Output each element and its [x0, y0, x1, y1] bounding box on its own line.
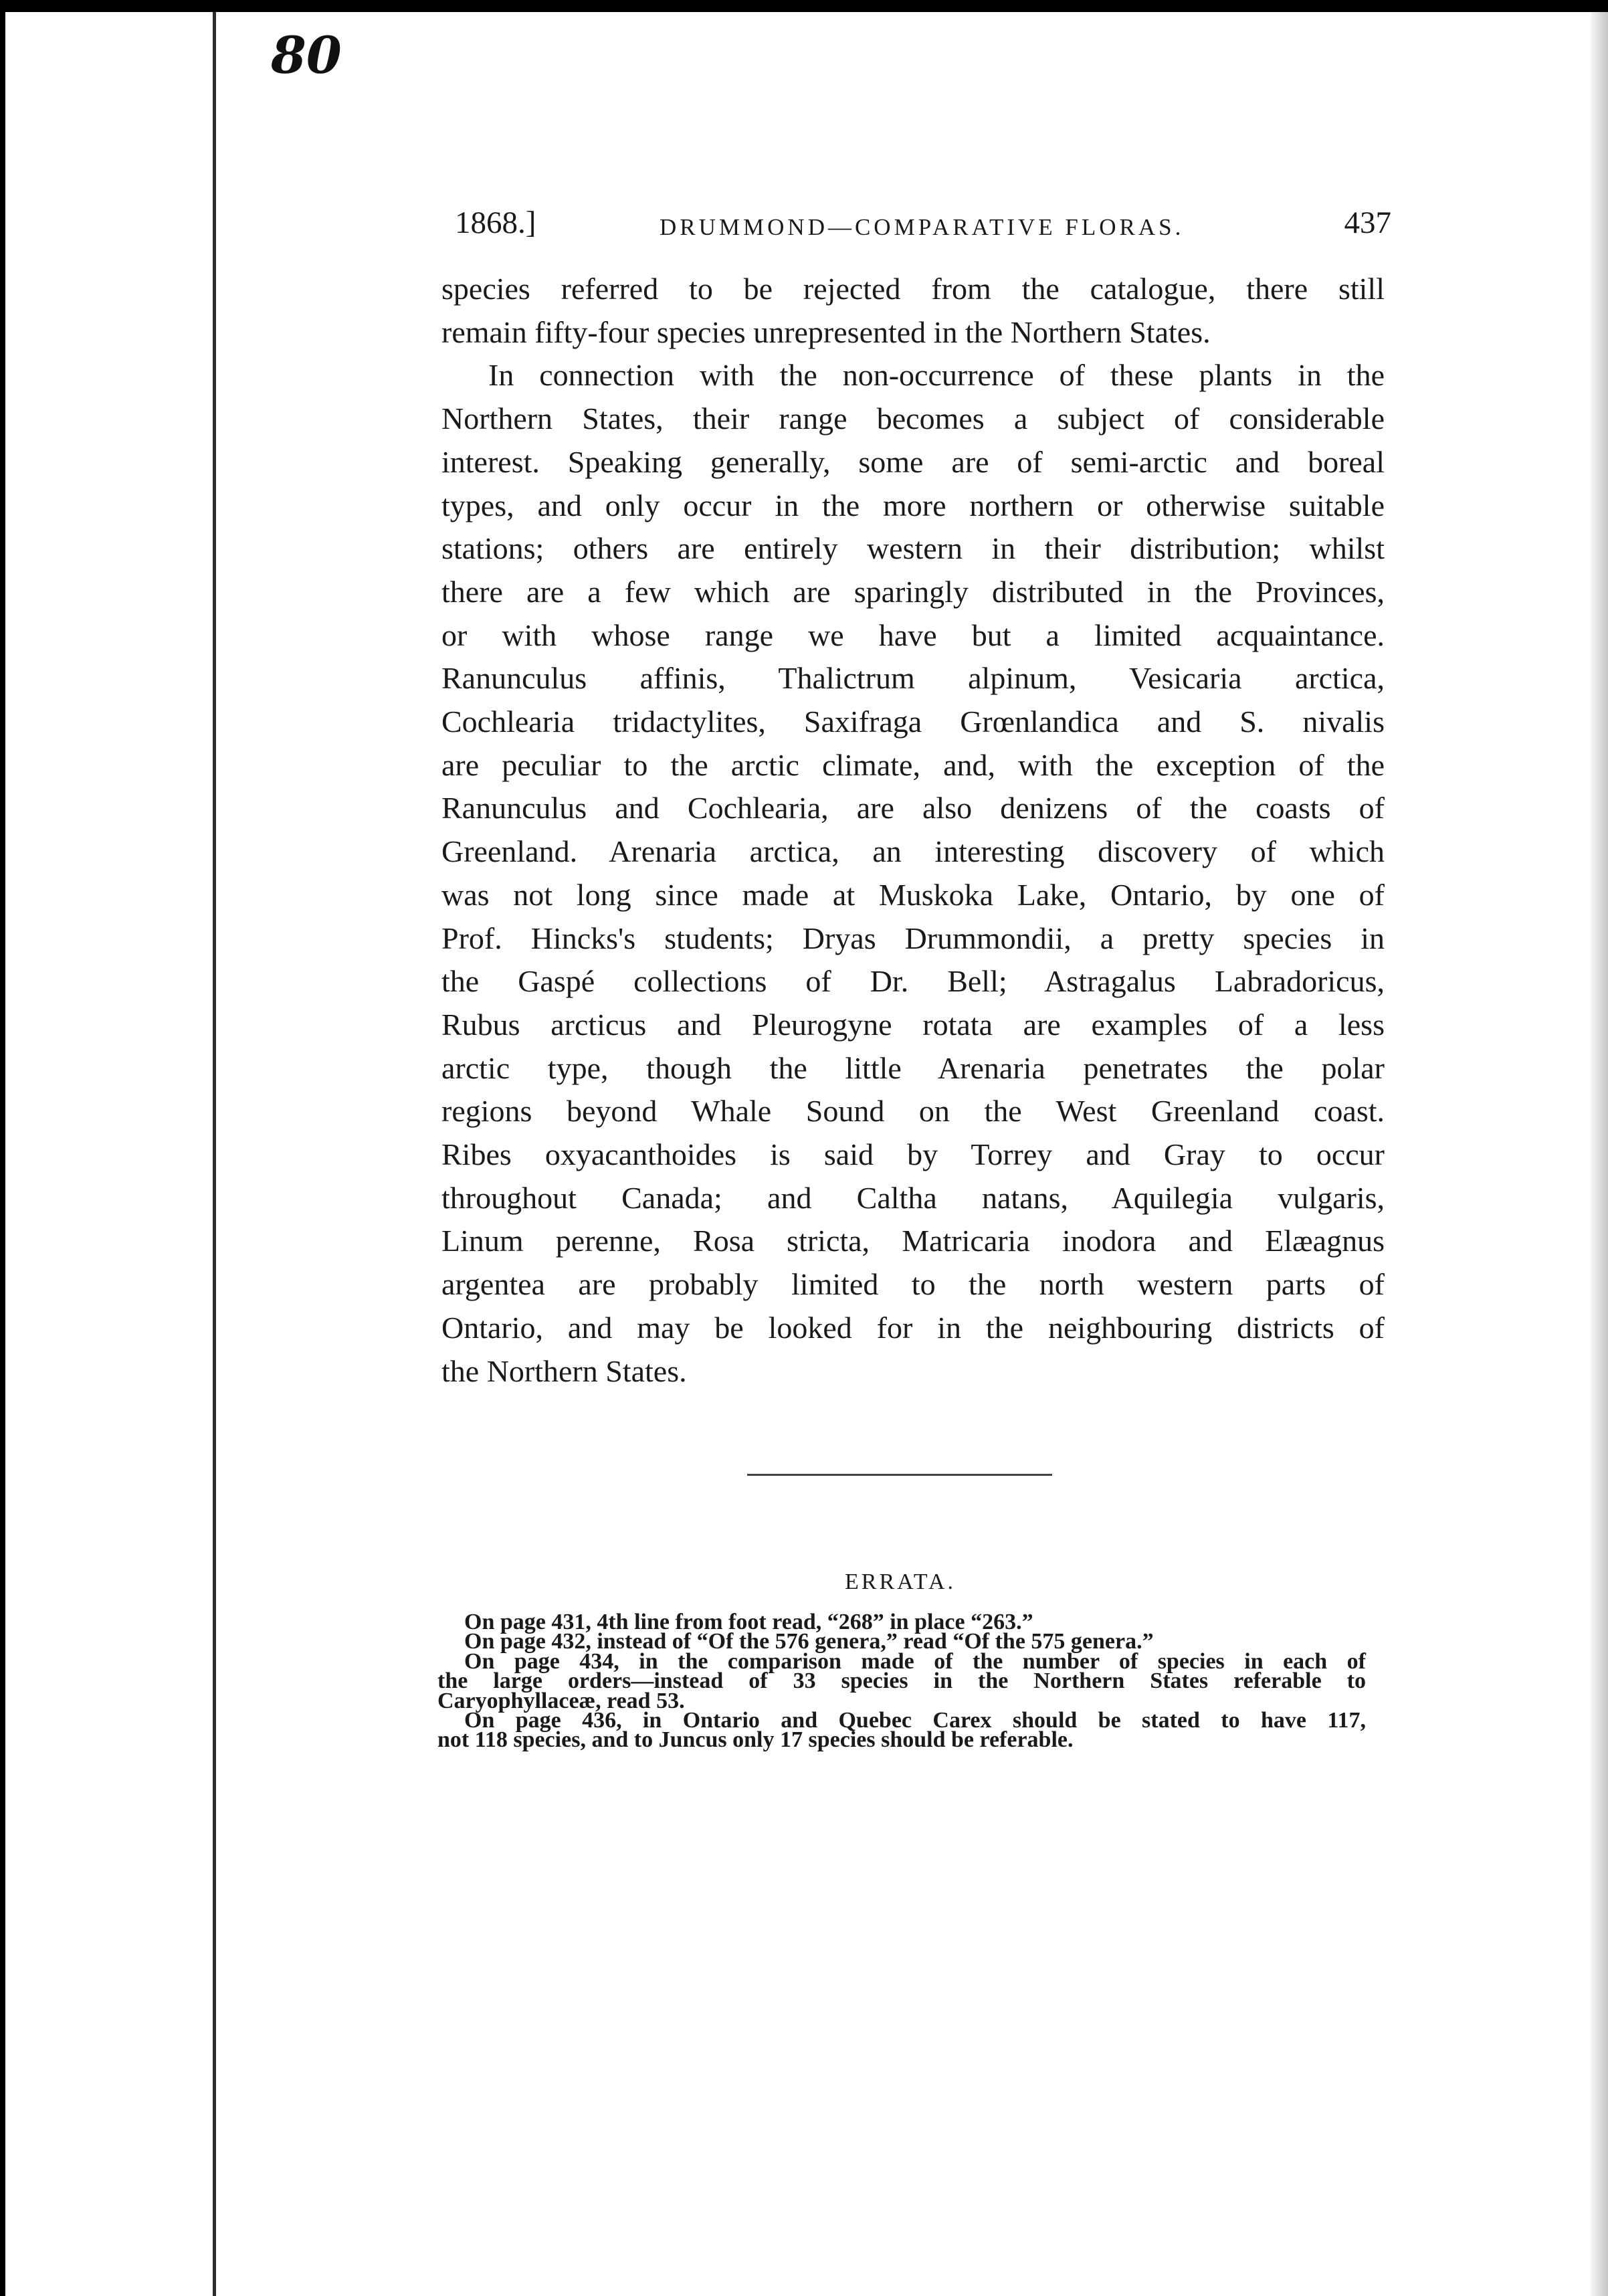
errata-line: On page 431, 4th line from foot read, “268” in place “263.” — [464, 1610, 1033, 1634]
body-line: Ribes oxyacanthoides is said by Torrey and Gray to occur — [441, 1137, 1385, 1172]
scan-left-border — [0, 0, 5, 2296]
body-line: In connection with the non-occurrence of these plants in the — [488, 358, 1385, 393]
handwritten-folio-number: 80 — [271, 25, 342, 85]
body-line: species referred to be rejected from the catalogue, there still — [441, 272, 1385, 306]
errata-list — [437, 1610, 1366, 1753]
body-line: Rubus arcticus and Pleurogyne rotata are examples of a less — [441, 1007, 1385, 1042]
body-line: Cochlearia tridactylites, Saxifraga Grœnlandica and S. nivalis — [441, 704, 1385, 739]
running-head-year: 1868.] — [455, 205, 536, 240]
body-line: throughout Canada; and Caltha natans, Aquilegia vulgaris, — [441, 1180, 1385, 1215]
body-line: Ranunculus and Cochlearia, are also denizens of the coasts of — [441, 791, 1385, 826]
scan-top-border — [0, 0, 1608, 12]
running-head — [455, 205, 1391, 245]
body-line: argentea are probably limited to the north western parts of — [441, 1267, 1385, 1302]
body-line: was not long since made at Muskoka Lake, Ontario, by one of — [441, 877, 1385, 912]
body-line: stations; others are entirely western in their distribution; whilst — [441, 531, 1385, 566]
body-line: types, and only occur in the more northern or otherwise suitable — [441, 488, 1385, 522]
errata-line: On page 434, in the comparison made of the number of species in each of — [464, 1648, 1366, 1674]
binding-gutter-line — [213, 12, 216, 2296]
running-head-title: DRUMMOND—COMPARATIVE FLORAS. — [660, 214, 1185, 240]
errata-line: On page 432, instead of “Of the 576 genera,” read “Of the 575 genera.” — [464, 1629, 1154, 1654]
body-line: Linum perenne, Rosa stricta, Matricaria inodora and Elæagnus — [441, 1224, 1385, 1258]
section-divider — [747, 1474, 1052, 1476]
body-line: remain fifty-four species unrepresented in the Northern States. — [441, 314, 1211, 349]
body-line: there are a few which are sparingly distributed in the Provinces, — [441, 574, 1385, 609]
body-line: or with whose range we have but a limited acquaintance. — [441, 617, 1385, 652]
body-line: the Northern States. — [441, 1353, 687, 1388]
page-edge-shadow — [1591, 12, 1608, 2296]
body-line: interest. Speaking generally, some are of semi-arctic and boreal — [441, 444, 1385, 479]
page-number: 437 — [1344, 205, 1391, 240]
errata-line: the large orders—instead of 33 species in the Northern States referable to — [437, 1668, 1366, 1694]
body-line: are peculiar to the arctic climate, and, with the exception of the — [441, 747, 1385, 782]
body-text — [441, 268, 1385, 1393]
errata-line: Caryophyllaceæ, read 53. — [437, 1688, 685, 1713]
errata-line: not 118 species, and to Juncus only 17 species should be referable. — [437, 1727, 1074, 1753]
errata-heading: ERRATA. — [845, 1569, 957, 1594]
body-line: Prof. Hincks's students; Dryas Drummondii, a pretty species in — [441, 921, 1385, 955]
body-line: the Gaspé collections of Dr. Bell; Astragalus Labradoricus, — [441, 964, 1385, 999]
body-line: regions beyond Whale Sound on the West Greenland coast. — [441, 1094, 1385, 1129]
body-line: arctic type, though the little Arenaria penetrates the polar — [441, 1050, 1385, 1085]
errata-line: On page 436, in Ontario and Quebec Carex should be stated to have 117, — [464, 1708, 1366, 1733]
body-line: Greenland. Arenaria arctica, an interesting discovery of which — [441, 834, 1385, 869]
body-line: Northern States, their range becomes a subject of considerable — [441, 401, 1385, 436]
body-line: Ranunculus affinis, Thalictrum alpinum, Vesicaria arctica, — [441, 661, 1385, 696]
body-line: Ontario, and may be looked for in the neighbouring districts of — [441, 1310, 1385, 1345]
